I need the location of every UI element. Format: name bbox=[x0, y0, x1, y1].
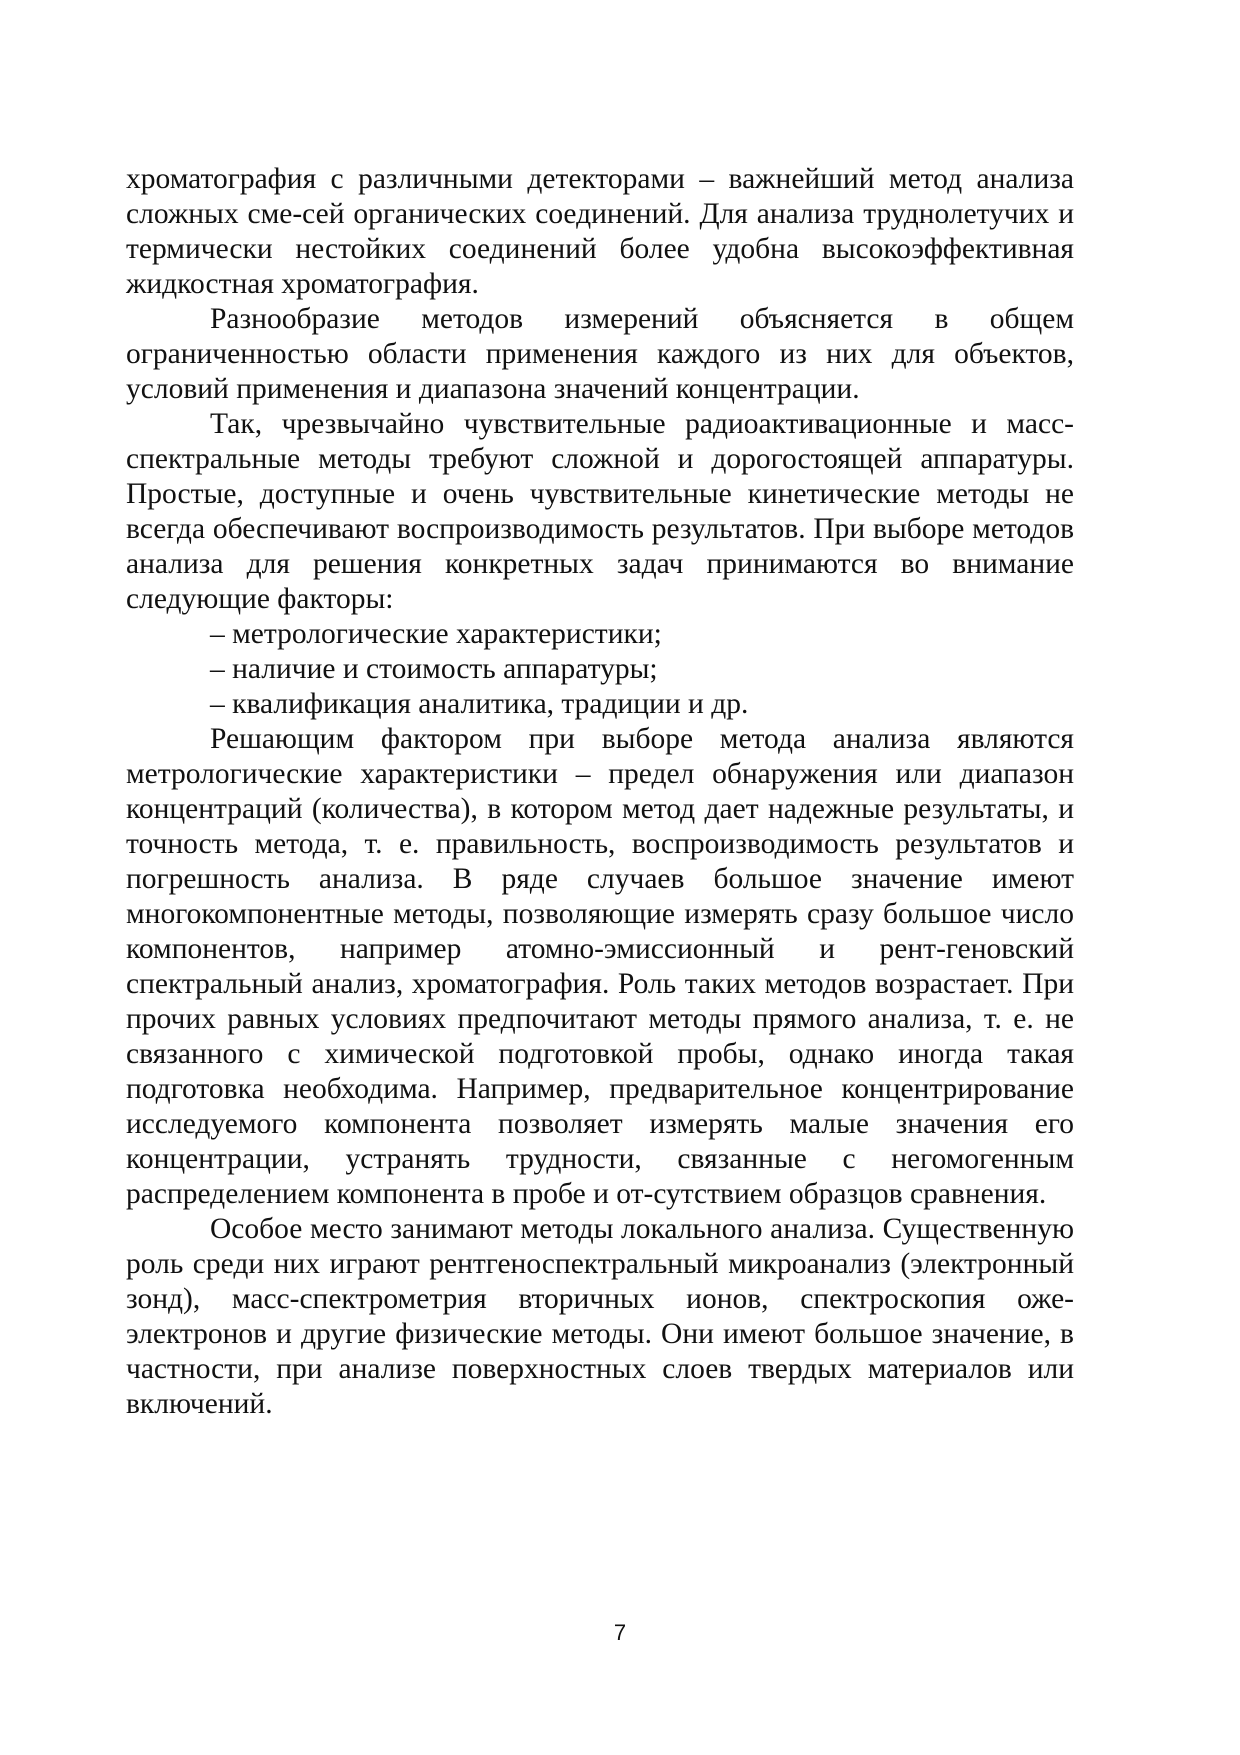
page-body bbox=[126, 162, 1074, 1422]
paragraph-5: Особое место занимают методы локального анализа. Существенную роль среди них играют рентгеноспектральный микроанализ (электронный зонд), масс-спектрометрия вторичных ионов, спектроскопия оже-электронов и другие физические методы. Они имеют большое значение, в частности, при анализе поверхностных слоев твердых материалов или включений. bbox=[126, 1213, 1074, 1420]
list-item: – метрологические характеристики; bbox=[210, 618, 662, 650]
paragraph-3: Так, чрезвычайно чувствительные радиоактивационные и масс-спектральные методы требуют сложной и дорогостоящей аппаратуры. Простые, доступные и очень чувствительные кинетические методы не всегда обеспечивают воспроизводимость результатов. При выборе методов анализа для решения конкретных задач принимаются во внимание следующие факторы: bbox=[126, 408, 1074, 615]
page-number: 7 bbox=[613, 1620, 627, 1645]
paragraph-4: Решающим фактором при выборе метода анализа являются метрологические характеристики – предел обнаружения или диапазон концентраций (количества), в котором метод дает надежные результаты, и точность метода, т. е. правильность, воспроизводимость результатов и погрешность анализа. В ряде случаев большое значение имеют многокомпонентные методы, позволяющие измерять сразу большое число компонентов, например атомно-эмиссионный и рент-геновский спектральный анализ, хроматография. Роль таких методов возрастает. При прочих равных условиях предпочитают методы прямого анализа, т. е. не связанного с химической подготовкой пробы, однако иногда такая подготовка необходима. Например, предварительное концентрирование исследуемого компонента позволяет измерять малые значения его концентрации, устранять трудности, связанные с негомогенным распределением компонента в пробе и от-сутствием образцов сравнения. bbox=[126, 723, 1074, 1210]
paragraph-1: хроматография с различными детекторами – важнейший метод анализа сложных сме-сей органических соединений. Для анализа труднолетучих и термически нестойких соединений более удобна высокоэффективная жидкостная хроматография. bbox=[126, 163, 1074, 300]
list-item: – квалификация аналитика, традиции и др. bbox=[210, 688, 749, 720]
paragraph-2: Разнообразие методов измерений объясняется в общем ограниченностью области применения каждого из них для объектов, условий применения и диапазона значений концентрации. bbox=[126, 303, 1074, 405]
list-item: – наличие и стоимость аппаратуры; bbox=[210, 653, 658, 685]
factors-list bbox=[126, 617, 1074, 722]
